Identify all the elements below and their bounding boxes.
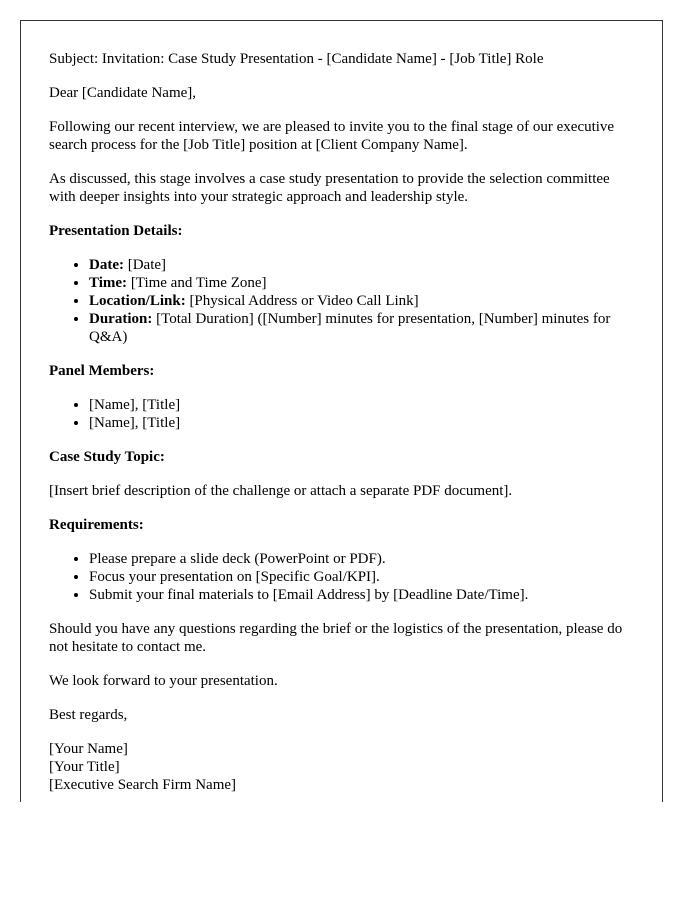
requirements-heading: Requirements: [49,517,144,533]
closing-line: We look forward to your presentation. [49,673,278,689]
detail-label: Date: [89,257,124,273]
detail-value: [Physical Address or Video Call Link] [185,293,419,309]
context-paragraph: As discussed, this stage involves a case study presentation to provide the selection committee with deeper insights into your strategic approach and leadership style. [49,171,610,205]
requirement-item: • Focus your presentation on [Specific Goal/KPI]. [89,568,634,586]
requirement-item: • Submit your final materials to [Email Address] by [Deadline Date/Time]. [89,586,634,604]
detail-label: Location/Link: [89,293,186,309]
greeting: Dear [Candidate Name], [49,85,197,101]
detail-label: Time: [89,275,128,291]
topic-text: [Insert brief description of the challenge or attach a separate PDF document]. [49,483,513,499]
requirement-item: • Please prepare a slide deck (PowerPoint or PDF). [89,550,634,568]
detail-value: [Date] [123,257,167,273]
intro-paragraph: Following our recent interview, we are pleased to invite you to the final stage of our executive search process for the [Job Title] position at [Client Company Name]. [49,119,615,153]
questions-paragraph: Should you have any questions regarding the brief or the logistics of the presentation, please do not hesitate to contact me. [49,621,623,655]
subject-line: Subject: Invitation: Case Study Presentation - [Candidate Name] - [Job Title] Role [49,51,544,67]
signature-block [49,740,634,794]
details-list [49,256,634,346]
signature-name: [Your Name] [49,741,128,757]
detail-date [89,256,634,274]
detail-value: [Total Duration] ([Number] minutes for presentation, [Number] minutes for Q&A) [89,311,611,345]
panel-heading: Panel Members: [49,363,155,379]
detail-duration [89,310,634,346]
signature-title: [Your Title] [49,759,120,775]
detail-time [89,274,634,292]
panel-member: • [Name], [Title] [89,414,634,432]
panel-list [49,396,634,432]
detail-label: Duration: [89,311,153,327]
letter-page [20,20,663,802]
requirements-list [49,550,634,604]
signature-firm: [Executive Search Firm Name] [49,777,237,793]
detail-location [89,292,634,310]
details-heading: Presentation Details: [49,223,183,239]
panel-member: • [Name], [Title] [89,396,634,414]
signoff: Best regards, [49,707,128,723]
detail-value: [Time and Time Zone] [127,275,267,291]
topic-heading: Case Study Topic: [49,449,165,465]
